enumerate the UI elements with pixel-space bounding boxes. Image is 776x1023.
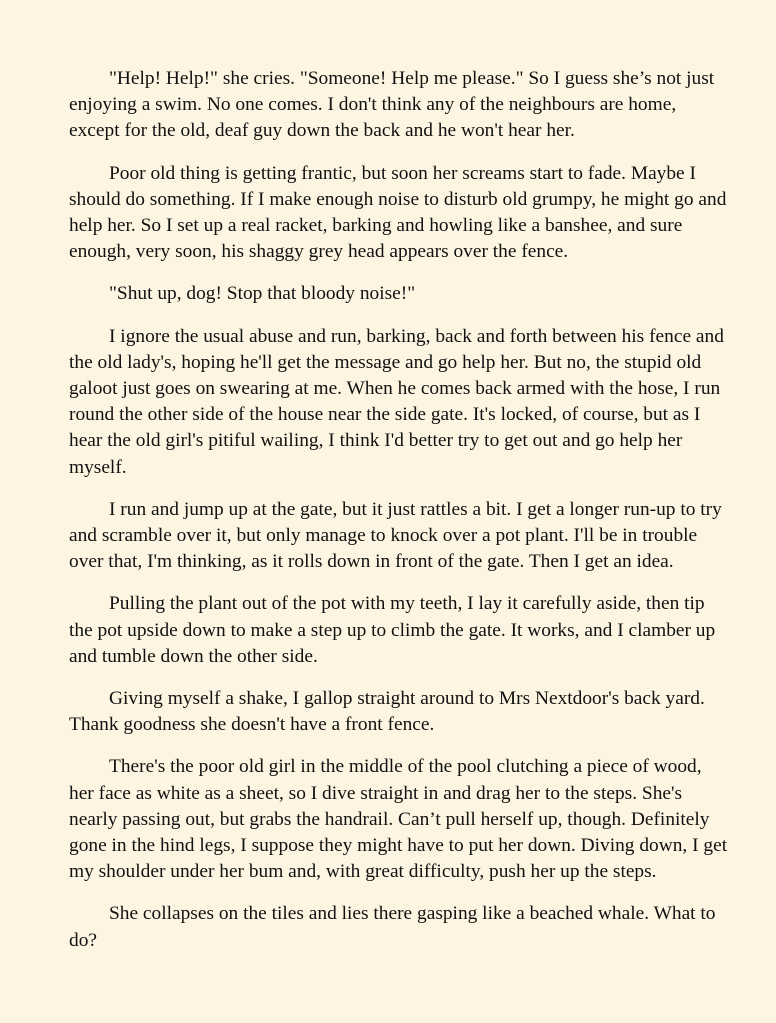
paragraph: I run and jump up at the gate, but it just rattles a bit. I get a longer run-up to try and scramble over it, but only manage to knock over a pot plant. I'll be in trouble over that, I'm thinking, as it rolls down in front of the gate. Then I get an idea. [69,498,722,573]
paragraph: She collapses on the tiles and lies there gasping like a beached whale. What to do? [69,903,716,951]
paragraph: "Help! Help!" she cries. "Someone! Help me please." So I guess she’s not just enjoying a swim. No one comes. I don't think any of the neighbours are home, except for the old, deaf guy down the back and he won't hear her. [69,68,715,142]
paragraph: Poor old thing is getting frantic, but soon her screams start to fade. Maybe I should do something. If I make enough noise to disturb old grumpy, he might go and help her. So I set up a real racket, barking and howling like a banshee, and sure enough, very soon, his shaggy grey head appears over the fence. [69,162,727,263]
paragraph: Giving myself a shake, I gallop straight around to Mrs Nextdoor's back yard. Thank goodness she doesn't have a front fence. [69,688,705,736]
paragraph: I ignore the usual abuse and run, barking, back and forth between his fence and the old lady's, hoping he'll get the message and go help her. But no, the stupid old galoot just goes on swearing at me. When he comes back armed with the hose, I run round the other side of the house near the side gate. It's locked, of course, but as I hear the old girl's pitiful wailing, I think I'd better try to get out and go help her myself. [69,325,724,478]
paragraph: "Shut up, dog! Stop that bloody noise!" [109,283,416,305]
paragraph: There's the poor old girl in the middle of the pool clutching a piece of wood, her face as white as a sheet, so I dive straight in and drag her to the steps. She's nearly passing out, but grabs the handrail. Can’t pull herself up, though. Definitely gone in the hind legs, I suppose they might have to put her down. Diving down, I get my shoulder under her bum and, with great difficulty, push her up the steps. [69,756,728,883]
paragraph: Pulling the plant out of the pot with my teeth, I lay it carefully aside, then tip the pot upside down to make a step up to climb the gate. It works, and I clamber up and tumble down the other side. [69,593,716,667]
